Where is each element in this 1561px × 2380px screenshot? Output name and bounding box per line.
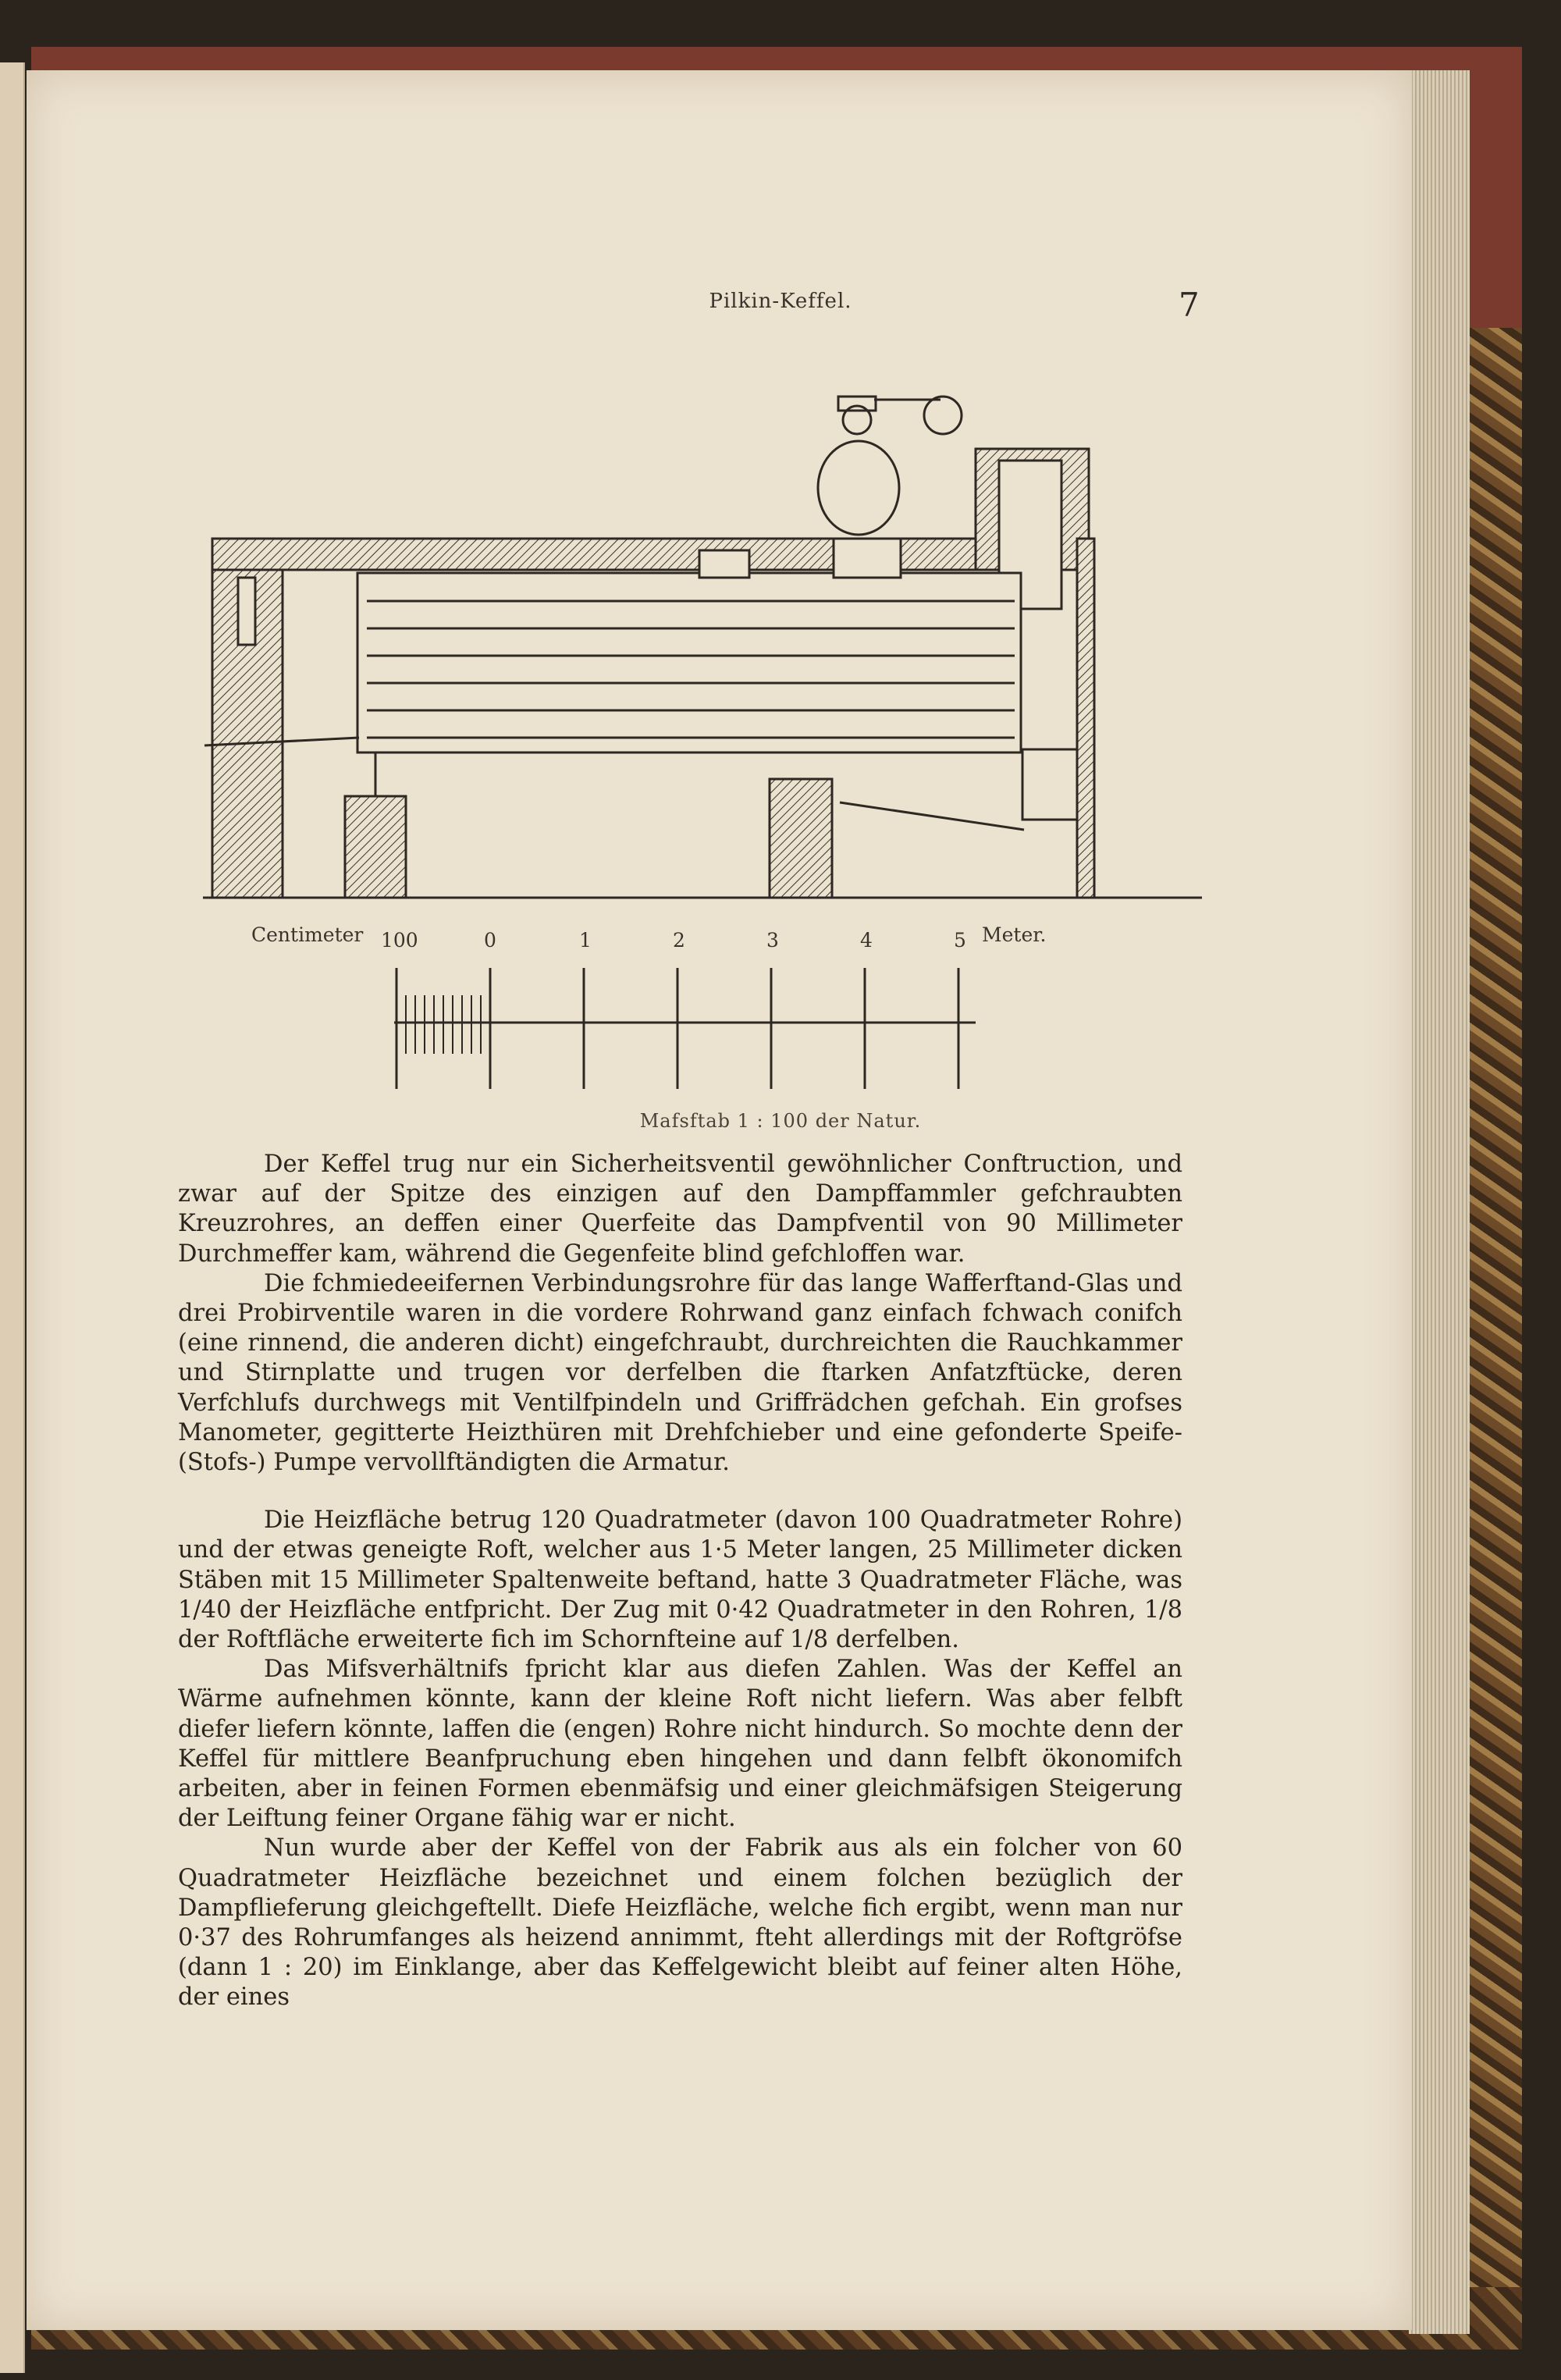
scale-tick-label: 4 [860,929,873,952]
scale-tick-label: 5 [954,929,966,952]
paragraph: Das Mifsverhältnifs fpricht klar aus diefen Zahlen. Was der Keffel an Wärme aufnehmen könnte, kann der kleine Roft nicht liefern. Was aber felbft diefer liefern könnte, laffen die (engen) Rohre nicht hindurch. So mochte denn der Keffel für mittlere Beanfpruchung eben hingehen und dann felbft ökonomifch arbeiten, aber in feinen Formen ebenmäfsig und einer gleichmäfsigen Steigerung der Leiftung feiner Organe fähig war er nicht. [178,1656,1182,1833]
paragraph: Nun wurde aber der Keffel von der Fabrik aus als ein folcher von 60 Quadratmeter Heizfläche bezeichnet und einem folchen bezüglich der Dampflieferung gleichgeftellt. Diefe Heizfläche, welche fich ergibt, wenn man nur 0·37 des Rohrumfanges als heizend annimmt, fteht allerdings mit der Roftgröfse (dann 1 : 20) im Einklange, aber das Keffelgewicht bleibt auf feiner alten Höhe, der eines [178,1834,1182,2012]
rear-wall [1077,539,1094,898]
paragraph: Die Heizfläche betrug 120 Quadratmeter (davon 100 Quadratmeter Rohre) und der etwas geneigte Roft, welcher aus 1·5 Meter langen, 25 Millimeter dicken Stäben mit 15 Millimeter Spaltenweite beftand, hatte 3 Quadratmeter Fläche, was 1/40 der Heizfläche entfpricht. Der Zug mit 0·42 Quadratmeter in den Rohren, 1/8 der Roftfläche erweiterte fich im Schornfteine auf 1/8 derfelben. [178,1507,1182,1654]
scale-centimeter-label: Centimeter [251,923,364,946]
scale-tick-label: 1 [579,929,592,952]
safety-valve-weight [924,397,962,434]
top-brickwork [212,539,1083,570]
running-head: Pilkin-Keffel. [709,290,852,313]
figure-caption: Mafsftab 1 : 100 der Natur. [639,1110,922,1132]
scale-tick-label: 3 [766,929,779,952]
boiler-diagram [0,0,1561,1155]
page-number: 7 [1179,286,1200,324]
steam-collector [818,441,899,535]
body-text [178,1150,1182,2013]
dome-neck [834,539,901,578]
inclined-grate [840,802,1024,830]
bridge-wall [770,779,832,898]
scale-tick-label: 0 [484,929,496,952]
paragraph: Der Keffel trug nur ein Sicherheitsventil gewöhnlicher Conftruction, und zwar auf der Spitze des einzigen auf den Dampffammler gefchraubten Kreuzrohres, an deffen einer Querfeite das Dampfventil von 90 Millimeter Durchmeffer kam, während die Gegenfeite blind gefchloffen war. [178,1151,1182,1268]
scale-meter-label: Meter. [982,923,1047,946]
scale-minor-ticks [406,995,481,1054]
front-wall-opening [238,578,255,645]
front-support [345,796,406,898]
firebox-door [1022,749,1077,820]
manhole [699,550,749,578]
paragraph: Die fchmiedeeifernen Verbindungsrohre für das lange Wafferftand-Glas und drei Probirventile waren in die vordere Rohrwand ganz einfach fchwach conifch (eine rinnend, die anderen dicht) eingefchraubt, durchreichten die Rauchkammer und Stirnplatte und trugen vor derfelben die ftarken Anfatzftücke, deren Verfchlufs durchwegs mit Ventilfpindeln und Griffrädchen gefchah. Ein grofses Manometer, gegitterte Heizthüren mit Drehfchieber und eine gefonderte Speife-(Stofs-) Pumpe vervollftändigten die Armatur. [178,1269,1182,1477]
scale-tick-label: 2 [673,929,685,952]
scale-tick-label: 100 [381,929,418,952]
valve-cap [838,397,876,411]
